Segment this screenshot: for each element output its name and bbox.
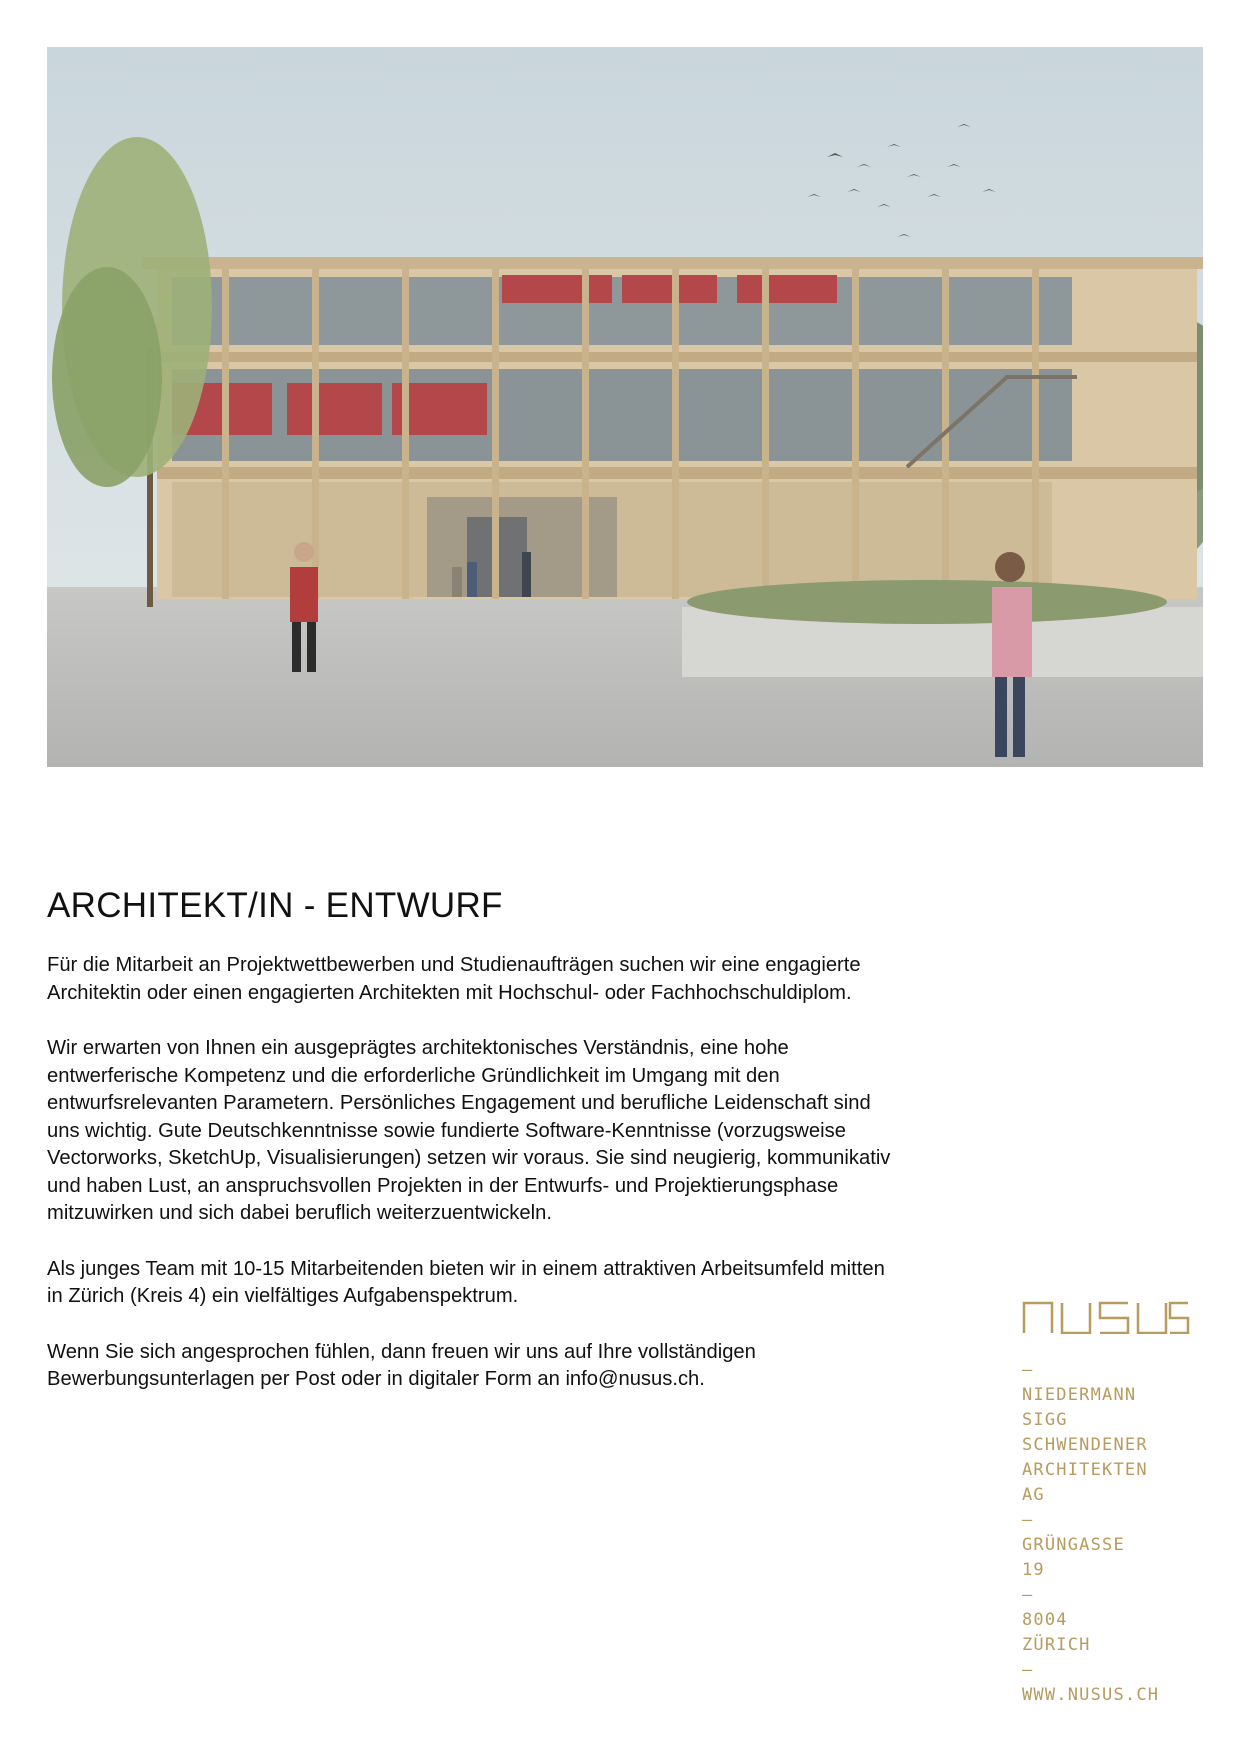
company-name (1022, 1383, 1222, 1508)
company-name-line: ARCHITEKTEN (1022, 1460, 1148, 1480)
street-line: 19 (1022, 1560, 1045, 1580)
paragraph-requirements: Wir erwarten von Ihnen ein ausgeprägtes architektonisches Verständnis, eine hohe entwerferische Kompetenz und die erforderliche Gründlichkeit im Umgang mit den entwurfsrelevanten Parametern. Persönliches Engagement und berufliche Leidenschaft sind uns wichtig. Gute Deutschkenntnisse sowie fundierte Software-Kenntnisse (vorzugsweise Vectorworks, SketchUp, Visualisierungen) setzen wir voraus. Sie sind neugierig, kommunikativ und haben Lust, an anspruchsvollen Projekten in der Entwurfs- und Projektierungsphase mitzuwirken und sich dabei beruflich weiterzuentwickeln. (47, 1037, 891, 1224)
paragraph-intro: Für die Mitarbeit an Projektwettbewerben und Studienaufträgen suchen wir eine engagierte Architektin oder einen engagierten Architekten mit Hochschul- oder Fachhochschuldiplom. (47, 954, 861, 1004)
company-info (1022, 1298, 1222, 1708)
job-description (47, 952, 897, 1422)
building-illustration (47, 47, 1203, 767)
street-line: GRÜNGASSE (1022, 1535, 1125, 1555)
divider: — (1022, 1660, 1034, 1680)
paragraph-team: Als junges Team mit 10-15 Mitarbeitenden bieten wir in einem attraktiven Arbeitsumfeld mitten in Zürich (Kreis 4) ein vielfältiges Aufgabenspektrum. (47, 1257, 885, 1307)
company-name-line: SIGG (1022, 1410, 1068, 1430)
divider: — (1022, 1360, 1034, 1380)
website-link[interactable]: WWW.NUSUS.CH (1022, 1685, 1160, 1705)
city-line: 8004 (1022, 1610, 1068, 1630)
nusus-logo (1022, 1298, 1222, 1342)
paragraph-application: Wenn Sie sich angesprochen fühlen, dann freuen wir uns auf Ihre vollständigen Bewerbungsunterlagen per Post oder in digitaler Form an info@nusus.ch. (47, 1340, 756, 1390)
street-address (1022, 1533, 1222, 1583)
divider: — (1022, 1585, 1034, 1605)
logo-wordmark (1022, 1298, 1192, 1334)
hero-rendering (47, 47, 1203, 767)
city-line: ZÜRICH (1022, 1635, 1091, 1655)
company-name-line: NIEDERMANN (1022, 1385, 1137, 1405)
company-name-line: SCHWENDENER (1022, 1435, 1148, 1455)
page-title: ARCHITEKT/IN - ENTWURF (47, 886, 503, 925)
divider: — (1022, 1510, 1034, 1530)
company-name-line: AG (1022, 1485, 1045, 1505)
city-address (1022, 1608, 1222, 1658)
